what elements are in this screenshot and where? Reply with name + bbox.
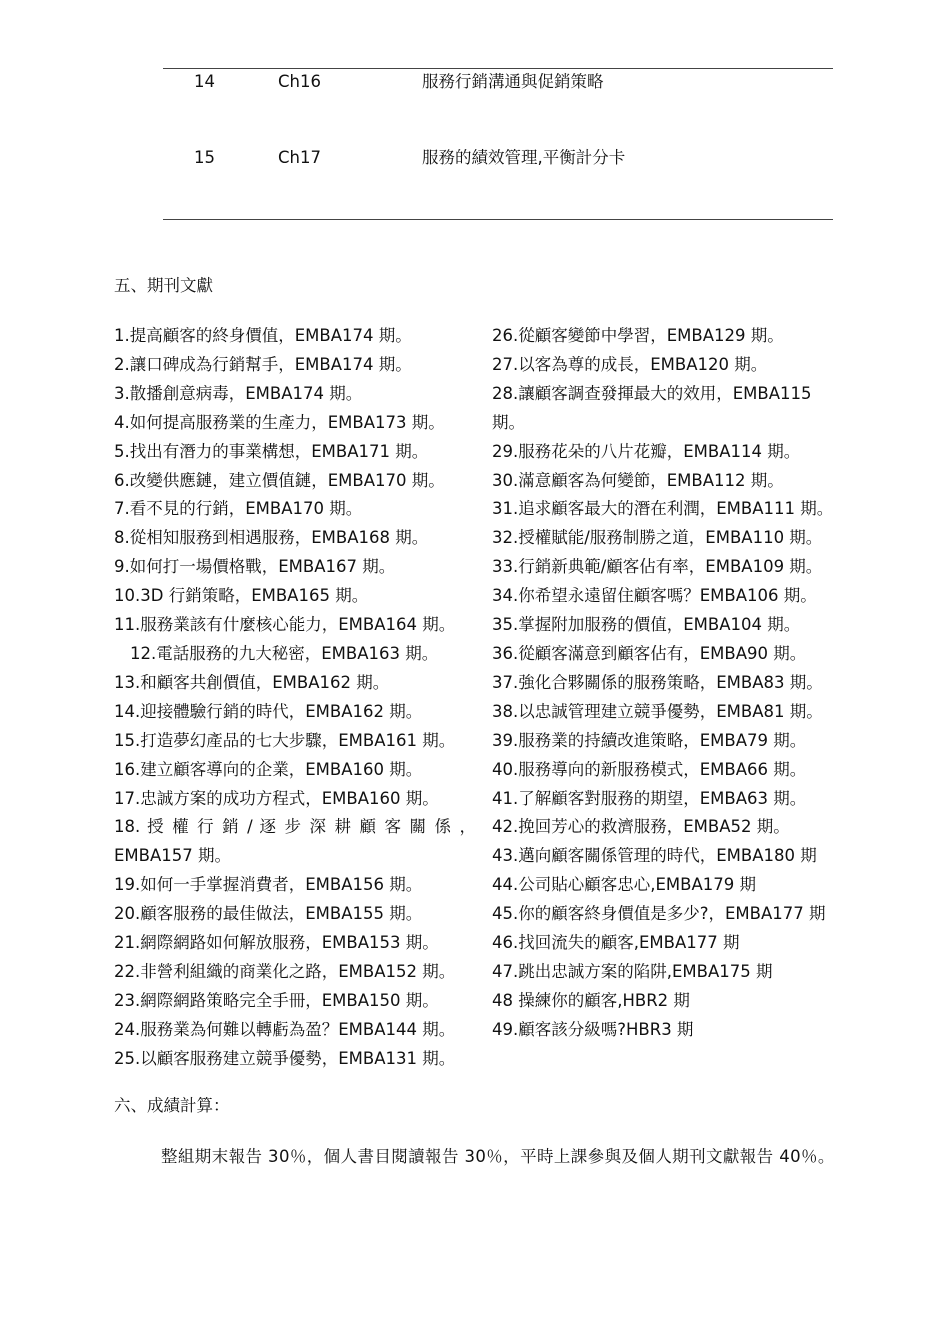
table-bottom-rule xyxy=(163,219,833,220)
list-item: 40.服務導向的新服務模式，EMBA66 期。 xyxy=(492,759,807,779)
list-item: 16.建立顧客導向的企業，EMBA160 期。 xyxy=(114,759,423,779)
list-item: 8.從相知服務到相遇服務，EMBA168 期。 xyxy=(114,528,429,548)
list-item: 41.了解顧客對服務的期望，EMBA63 期。 xyxy=(492,788,807,808)
journal-list-right xyxy=(492,322,842,1045)
journal-list-left xyxy=(114,322,476,1074)
list-item: 12.電話服務的九大秘密，EMBA163 期。 xyxy=(130,643,439,663)
list-item: 45.你的顧客終身價值是多少?，EMBA177 期 xyxy=(492,904,826,924)
grading-text: 整組期末報告 30％，個人書目閱讀報告 30％，平時上課參與及個人期刊文獻報告 40％。 xyxy=(161,1147,835,1166)
list-item: 36.從顧客滿意到顧客佔有，EMBA90 期。 xyxy=(492,643,807,663)
list-item: 34.你希望永遠留住顧客嗎？EMBA106 期。 xyxy=(492,586,817,606)
list-item: 44.公司貼心顧客忠心,EMBA179 期 xyxy=(492,875,756,895)
list-item: 17.忠誠方案的成功方程式，EMBA160 期。 xyxy=(114,788,439,808)
list-item: 29.服務花朵的八片花瓣，EMBA114 期。 xyxy=(492,441,801,461)
list-item: 3.散播創意病毒，EMBA174 期。 xyxy=(114,383,363,403)
list-item: 15.打造夢幻產品的七大步驟，EMBA161 期。 xyxy=(114,730,456,750)
list-item: 27.以客為尊的成長，EMBA120 期。 xyxy=(492,354,768,374)
list-item: 32.授權賦能/服務制勝之道，EMBA110 期。 xyxy=(492,528,823,548)
grading-heading: 六、成績計算： xyxy=(114,1096,230,1115)
list-item: 43.邁向顧客關係管理的時代，EMBA180 期 xyxy=(492,846,817,866)
list-item: 30.滿意顧客為何變節，EMBA112 期。 xyxy=(492,470,784,490)
list-item: 31.追求顧客最大的潛在利潤，EMBA111 期。 xyxy=(492,499,834,519)
list-item: 7.看不見的行銷，EMBA170 期。 xyxy=(114,499,363,519)
journals-heading: 五、期刊文獻 xyxy=(114,276,213,295)
list-item: 9.如何打一場價格戰，EMBA167 期。 xyxy=(114,557,396,577)
week-number: 15 xyxy=(194,148,215,167)
list-item: 23.網際網路策略完全手冊，EMBA150 期。 xyxy=(114,990,439,1010)
list-item: 19.如何一手掌握消費者，EMBA156 期。 xyxy=(114,875,423,895)
list-item: 2.讓口碑成為行銷幫手，EMBA174 期。 xyxy=(114,354,412,374)
chapter: Ch16 xyxy=(278,72,321,91)
list-item: 25.以顧客服務建立競爭優勢，EMBA131 期。 xyxy=(114,1048,456,1068)
list-item: 33.行銷新典範/顧客佔有率，EMBA109 期。 xyxy=(492,557,823,577)
list-item: 38.以忠誠管理建立競爭優勢，EMBA81 期。 xyxy=(492,701,823,721)
list-item: 10.3D 行銷策略，EMBA165 期。 xyxy=(114,586,369,606)
list-item: 46.找回流失的顧客,EMBA177 期 xyxy=(492,933,740,953)
list-item: 28.讓顧客調查發揮最大的效用，EMBA115 期。 xyxy=(492,383,812,432)
list-item: 22.非營利組織的商業化之路，EMBA152 期。 xyxy=(114,961,456,981)
list-item: 37.強化合夥關係的服務策略，EMBA83 期。 xyxy=(492,672,823,692)
topic: 服務的績效管理,平衡計分卡 xyxy=(422,148,626,167)
list-item: 1.提高顧客的終身價值，EMBA174 期。 xyxy=(114,326,412,345)
list-item: 39.服務業的持續改進策略，EMBA79 期。 xyxy=(492,730,807,750)
week-number: 14 xyxy=(194,72,215,91)
list-item: 6.改變供應鏈，建立價值鏈，EMBA170 期。 xyxy=(114,470,445,490)
list-item: 11.服務業該有什麼核心能力，EMBA164 期。 xyxy=(114,615,456,635)
list-item: 5.找出有潛力的事業構想，EMBA171 期。 xyxy=(114,441,429,461)
list-item: 18. 授 權 行 銷 / 逐 步 深 耕 顧 客 關 係 ，EMBA157 期。 xyxy=(114,817,476,866)
list-item: 24.服務業為何難以轉虧為盈？EMBA144 期。 xyxy=(114,1019,456,1039)
table-row xyxy=(0,144,950,172)
list-item: 35.掌握附加服務的價值，EMBA104 期。 xyxy=(492,615,801,635)
topic: 服務行銷溝通與促銷策略 xyxy=(422,72,604,91)
list-item: 21.網際網路如何解放服務，EMBA153 期。 xyxy=(114,933,439,953)
list-item: 13.和顧客共創價值，EMBA162 期。 xyxy=(114,672,390,692)
list-item: 47.跳出忠誠方案的陷阱,EMBA175 期 xyxy=(492,961,773,981)
list-item: 48 操練你的顧客,HBR2 期 xyxy=(492,990,690,1010)
chapter: Ch17 xyxy=(278,148,321,167)
list-item: 14.迎接體驗行銷的時代，EMBA162 期。 xyxy=(114,701,423,721)
list-item: 4.如何提高服務業的生產力，EMBA173 期。 xyxy=(114,412,445,432)
list-item: 20.顧客服務的最佳做法，EMBA155 期。 xyxy=(114,904,423,924)
list-item: 26.從顧客變節中學習，EMBA129 期。 xyxy=(492,326,784,345)
list-item: 42.挽回芳心的救濟服務，EMBA52 期。 xyxy=(492,817,790,837)
table-row xyxy=(0,68,950,96)
list-item: 49.顧客該分級嗎?HBR3 期 xyxy=(492,1019,694,1039)
